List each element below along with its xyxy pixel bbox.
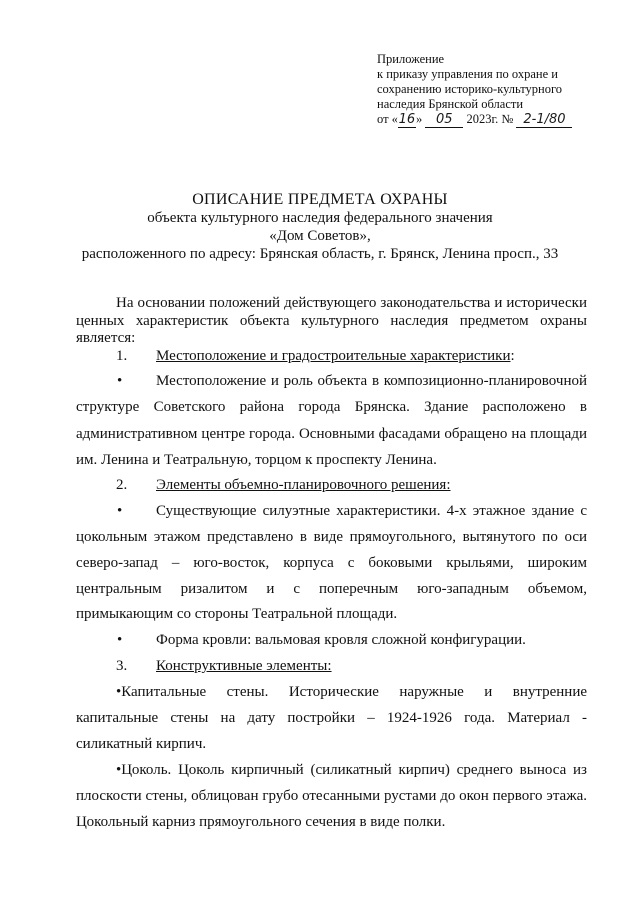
appendix-title: Приложение [377, 52, 445, 66]
appendix-block [377, 52, 572, 128]
para3-line-1: Форма кровли: вальмовая кровля сложной конфигурации. [156, 632, 526, 648]
order-number: 2-1/80 [516, 112, 572, 128]
title-address: расположенного по адресу: Брянская область, г. Брянск, Ленина просп., 33 [81, 246, 559, 262]
para1-line-2: структуре Советского района города Брянска. Здание расположено в [76, 399, 587, 415]
para5-line-1: •Цоколь. Цоколь кирпичный (силикатный кирпич) среднего выноса из [116, 762, 587, 778]
document-title: ОПИСАНИЕ ПРЕДМЕТА ОХРАНЫ [192, 191, 448, 208]
section-2-heading: Элементы объемно-планировочного решения: [156, 477, 451, 493]
para2-line-4: центральным ризалитом и с поперечным юго-западным объемом, [76, 581, 587, 597]
bullet-2: • [117, 503, 123, 519]
date-prefix: от « [377, 112, 398, 126]
section-1-heading-colon: : [510, 348, 515, 364]
bullet-3: • [117, 632, 123, 648]
bullet-1: • [117, 373, 123, 389]
para4-line-2: капитальные стены на дату постройки – 1924-1926 года. Материал - [76, 710, 587, 726]
section-1-heading [156, 348, 515, 365]
date-month: 05 [425, 112, 463, 128]
title-object-type: объекта культурного наследия федерального значения [147, 210, 493, 226]
para1-line-1: Местоположение и роль объекта в композиционно-планировочной [156, 373, 587, 389]
para5-line-3: Цокольный карниз прямоугольного сечения в виде полки. [76, 814, 446, 830]
title-object-name: «Дом Советов», [269, 228, 371, 244]
date-mid: » [415, 112, 423, 126]
appendix-line-4: наследия Брянской области [377, 97, 524, 111]
para2-line-5: примыкающим со стороны Театральной площади. [76, 606, 398, 622]
appendix-date-line [377, 112, 572, 128]
appendix-line-2: к приказу управления по охране и [377, 67, 558, 81]
date-day: 16 [398, 112, 416, 127]
section-1-heading-text: Местоположение и градостроительные характеристики [156, 348, 511, 364]
intro-line-1: На основании положений действующего законодательства и исторически [116, 295, 587, 311]
para4-line-1: •Капитальные стены. Исторические наружные и внутренние [116, 684, 587, 700]
section-1-number: 1. [116, 348, 128, 364]
para4-line-3: силикатный кирпич. [76, 736, 207, 752]
section-3-heading: Конструктивные элементы: [156, 658, 332, 674]
section-3-number: 3. [116, 658, 128, 674]
para2-line-3: северо-запад – юго-восток, корпуса с боковыми крыльями, широким [76, 555, 587, 571]
appendix-line-3: сохранению историко-культурного [377, 82, 563, 96]
intro-line-2: ценных характеристик объекта культурного наследия предметом охраны [76, 313, 587, 329]
section-2-number: 2. [116, 477, 128, 493]
date-year: 2023г. № [466, 112, 514, 126]
para1-line-4: им. Ленина и Театральную, торцом к проспекту Ленина. [76, 452, 437, 468]
para1-line-3: административном центре города. Основными фасадами обращено на площади [76, 426, 587, 442]
intro-line-3: является: [76, 330, 136, 346]
para2-line-2: цокольным этажом представлено в виде прямоугольного, вытянутого по оси [76, 529, 587, 545]
para5-line-2: плоскости стены, облицован грубо отесанными рустами до окон первого этажа. [76, 788, 587, 804]
para2-line-1: Существующие силуэтные характеристики. 4-х этажное здание с [156, 503, 587, 519]
